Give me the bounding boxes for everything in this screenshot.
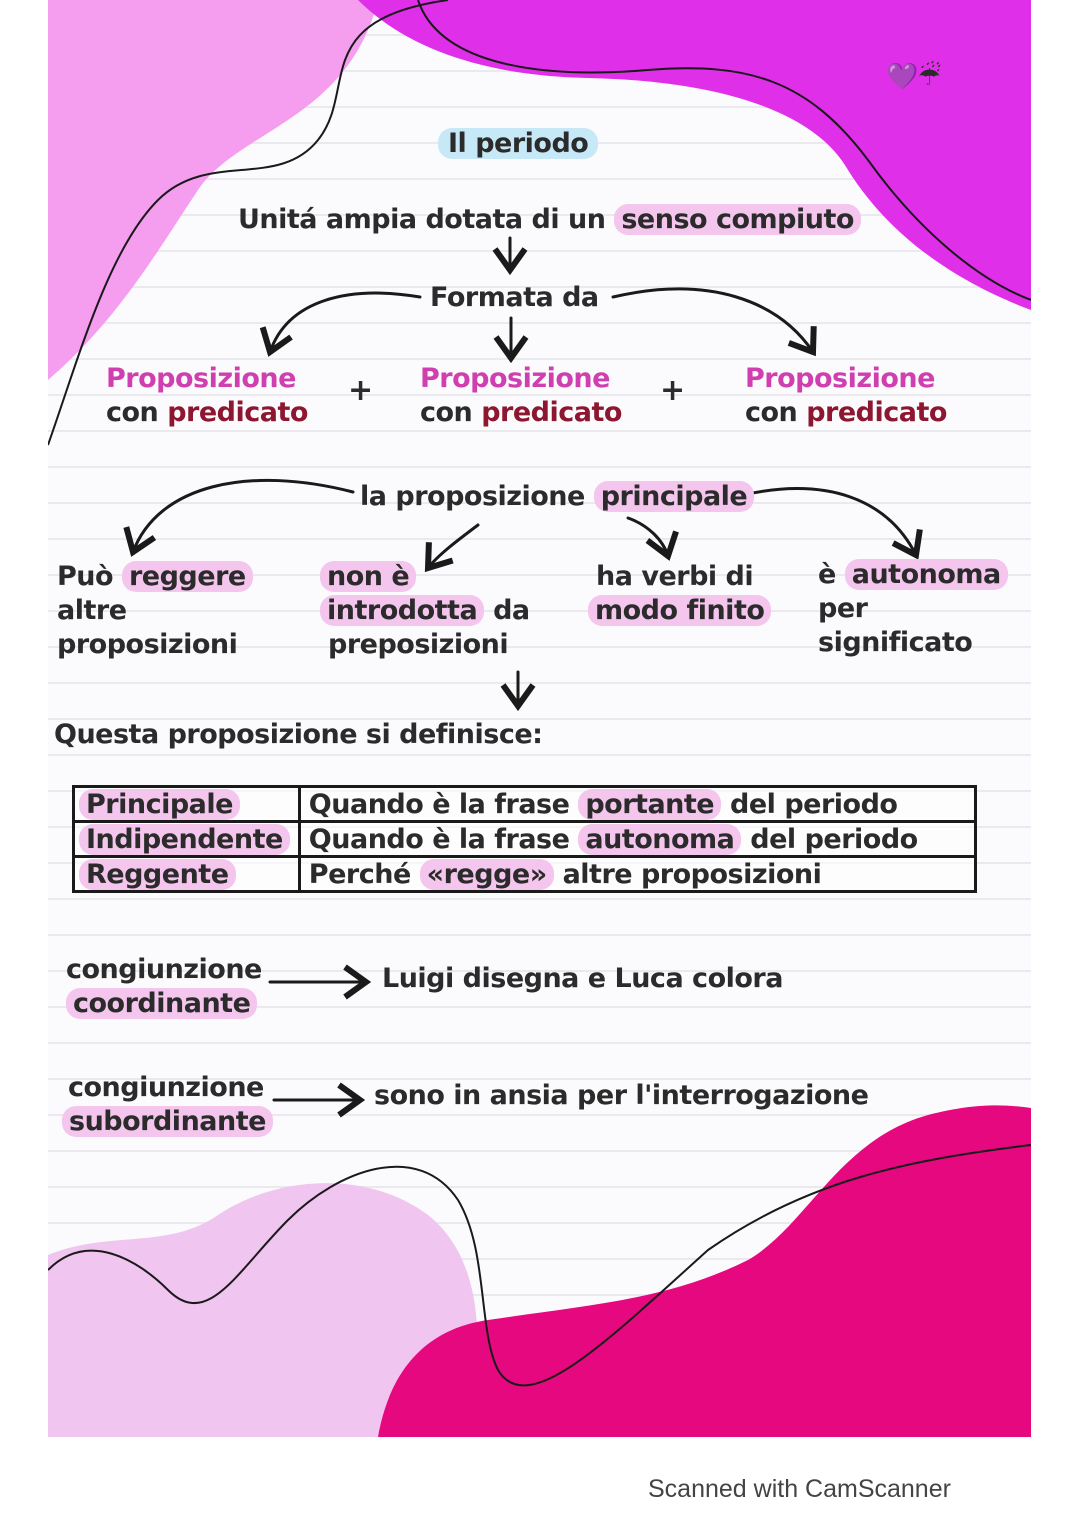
feature-modo-finito (588, 560, 771, 628)
plus-sign-1: + (348, 373, 374, 408)
feature-text: ha verbi di (596, 561, 754, 592)
bottom-right-hotpink-blob (378, 1105, 1031, 1437)
page-title (438, 127, 598, 161)
proposition-predicate: predicato (167, 397, 308, 428)
proposition-predicate-line (420, 396, 622, 430)
feature-non-introdotta (320, 560, 530, 662)
table-row (74, 857, 976, 892)
feature-autonoma (818, 558, 1008, 660)
principale-heading-highlight: principale (594, 481, 755, 512)
feature-highlight: modo finito (588, 595, 771, 626)
example-subordinante-label (62, 1071, 273, 1139)
proposition-predicate: predicato (806, 397, 947, 428)
example-coordinante-label (66, 953, 262, 1021)
feature-text: proposizioni (57, 629, 238, 660)
proposition-prefix: con (106, 397, 159, 428)
example-label-highlight: subordinante (62, 1106, 273, 1137)
table-desc-text: Perché (308, 858, 411, 890)
proposition-predicate: predicato (481, 397, 622, 428)
proposition-word: Proposizione (106, 363, 296, 394)
proposition-word: Proposizione (420, 363, 610, 394)
feature-text: altre (57, 595, 127, 626)
table-desc-text: Quando è la frase (308, 788, 570, 820)
proposition-3 (745, 362, 947, 430)
table-term-cell (74, 857, 300, 892)
feature-text: per (818, 593, 868, 624)
table-term: Principale (79, 789, 240, 820)
table-desc-cell (299, 857, 975, 892)
definition-text: Unitá ampia dotata di un (238, 204, 606, 235)
example-label-text: congiunzione (66, 954, 262, 985)
table-row (74, 787, 976, 822)
table-desc-text: del periodo (730, 788, 898, 820)
example-subordinante-sentence: sono in ansia per l'interrogazione (374, 1080, 869, 1111)
feature-text: significato (818, 627, 973, 658)
table-desc-text: altre proposizioni (562, 858, 822, 890)
feature-reggere (57, 560, 253, 662)
proposition-2 (420, 362, 622, 430)
feature-text: Può (57, 561, 114, 592)
proposition-word: Proposizione (745, 363, 935, 394)
proposition-predicate-line (106, 396, 308, 430)
page-title-text: Il periodo (438, 128, 598, 159)
definition-highlight: senso compiuto (614, 204, 861, 235)
table-term-cell (74, 822, 300, 857)
table-desc-highlight: «regge» (420, 859, 554, 890)
table-desc-cell (299, 822, 975, 857)
principale-heading (360, 480, 754, 514)
table-term: Indipendente (79, 824, 290, 855)
definition-line (238, 203, 861, 237)
table-term-cell (74, 787, 300, 822)
table-term: Reggente (79, 859, 236, 890)
table-row (74, 822, 976, 857)
table-desc-text: del periodo (750, 823, 918, 855)
formata-da-label: Formata da (430, 282, 599, 313)
principale-heading-text: la proposizione (360, 481, 585, 512)
proposition-predicate-line (745, 396, 947, 430)
emoji-decoration: 💜☔ (886, 62, 941, 92)
feature-text: da (493, 595, 530, 626)
proposition-prefix: con (745, 397, 798, 428)
feature-highlight: autonoma (845, 559, 1008, 590)
feature-text: preposizioni (328, 629, 509, 660)
feature-highlight: reggere (122, 561, 253, 592)
plus-sign-2: + (660, 373, 686, 408)
example-coordinante-sentence: Luigi disegna e Luca colora (382, 963, 783, 994)
table-desc-highlight: autonoma (578, 824, 741, 855)
definisce-label: Questa proposizione si definisce: (54, 719, 543, 750)
feature-highlight: non è (320, 561, 416, 592)
feature-text: è (818, 559, 836, 590)
scanner-watermark: Scanned with CamScanner (648, 1475, 951, 1503)
definition-table (72, 785, 977, 893)
proposition-prefix: con (420, 397, 473, 428)
table-desc-cell (299, 787, 975, 822)
example-label-text: congiunzione (68, 1072, 264, 1103)
feature-highlight: introdotta (320, 595, 484, 626)
example-label-highlight: coordinante (66, 988, 257, 1019)
table-desc-text: Quando è la frase (308, 823, 570, 855)
table-desc-highlight: portante (578, 789, 721, 820)
top-left-pink-blob (48, 0, 378, 380)
notebook-page (48, 0, 1031, 1437)
proposition-1 (106, 362, 308, 430)
